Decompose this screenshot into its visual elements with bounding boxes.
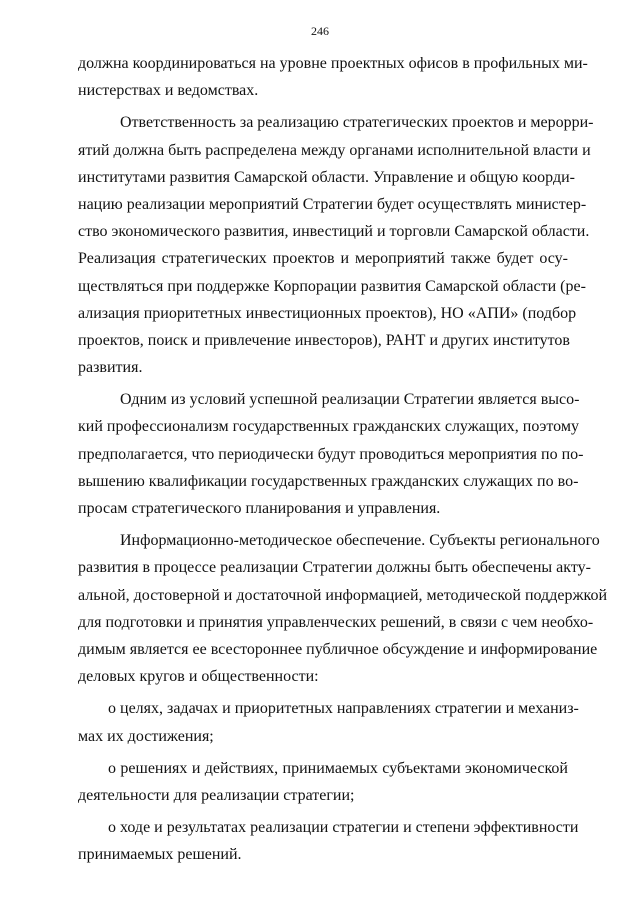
text-line: деятельности для реализации стратегии; — [78, 786, 355, 804]
text-line: институтами развития Самарской области. Управление и общую коорди- — [78, 168, 575, 186]
text-line: ществляться при поддержке Корпорации развития Самарской области (ре- — [78, 277, 586, 295]
text-line: альной, достоверной и достаточной информацией, методической поддержкой — [78, 586, 608, 604]
text-line: должна координироваться на уровне проектных офисов в профильных ми- — [78, 55, 588, 72]
text-line: Ответственность за реализацию стратегических проектов и мероpри- — [120, 114, 594, 132]
text-line: ализация приоритетных инвестиционных проектов), НО «АПИ» (подбор — [78, 304, 577, 322]
text-line: димым является ее всестороннее публичное обсуждение и информирование — [78, 640, 598, 658]
paragraph-coordination — [78, 50, 588, 104]
document-body — [78, 50, 608, 873]
text-line: вышению квалификации государственных гражданских служащих по во- — [78, 472, 579, 490]
text-line: для подготовки и принятия управленческих решений, в связи с чем необхо- — [78, 613, 594, 631]
paragraph-professionalism — [78, 386, 584, 522]
text-line: ятий должна быть распределена между органами исполнительной власти и — [78, 141, 591, 159]
paragraph-responsibility — [78, 109, 594, 381]
text-line: просам стратегического планирования и управления. — [78, 500, 441, 517]
text-line: мах их достижения; — [78, 727, 214, 745]
text-line: Реализация стратегических проектов и мероприятий также будет осу- — [78, 250, 568, 268]
page-number: 246 — [311, 24, 329, 38]
text-line: Одним из условий успешной реализации Стратегии является высо- — [120, 391, 580, 409]
list-item-goals — [78, 695, 579, 749]
text-line: о целях, задачах и приоритетных направлениях стратегии и механиз- — [108, 700, 579, 718]
paragraph-information-support — [78, 527, 608, 690]
list-item-decisions — [78, 755, 568, 809]
text-line: о решениях и действиях, принимаемых субъектами экономической — [108, 759, 568, 777]
text-line: о ходе и результатах реализации стратегии и степени эффективности — [108, 819, 579, 837]
text-line: деловых кругов и общественности: — [78, 668, 319, 686]
text-line: Информационно-методическое обеспечение. Субъекты регионального — [120, 532, 600, 550]
text-line: принимаемых решений. — [78, 846, 242, 864]
text-line: предполагается, что периодически будут проводиться мероприятия по по- — [78, 445, 584, 463]
text-line: развития в процессе реализации Стратегии должны быть обеспечены акту- — [78, 559, 591, 577]
text-line: развития. — [78, 359, 143, 377]
text-line: кий профессионализм государственных гражданских служащих, поэтому — [78, 418, 579, 436]
text-line: нацию реализации мероприятий Стратегии будет осуществлять министер- — [78, 195, 587, 213]
text-line: ство экономического развития, инвестиций и торговли Самарской области. — [78, 223, 590, 241]
text-line: проектов, поиск и привлечение инвесторов), РАНТ и других институтов — [78, 331, 570, 349]
list-item-progress — [78, 814, 579, 868]
text-line: нистерствах и ведомствах. — [78, 82, 259, 100]
